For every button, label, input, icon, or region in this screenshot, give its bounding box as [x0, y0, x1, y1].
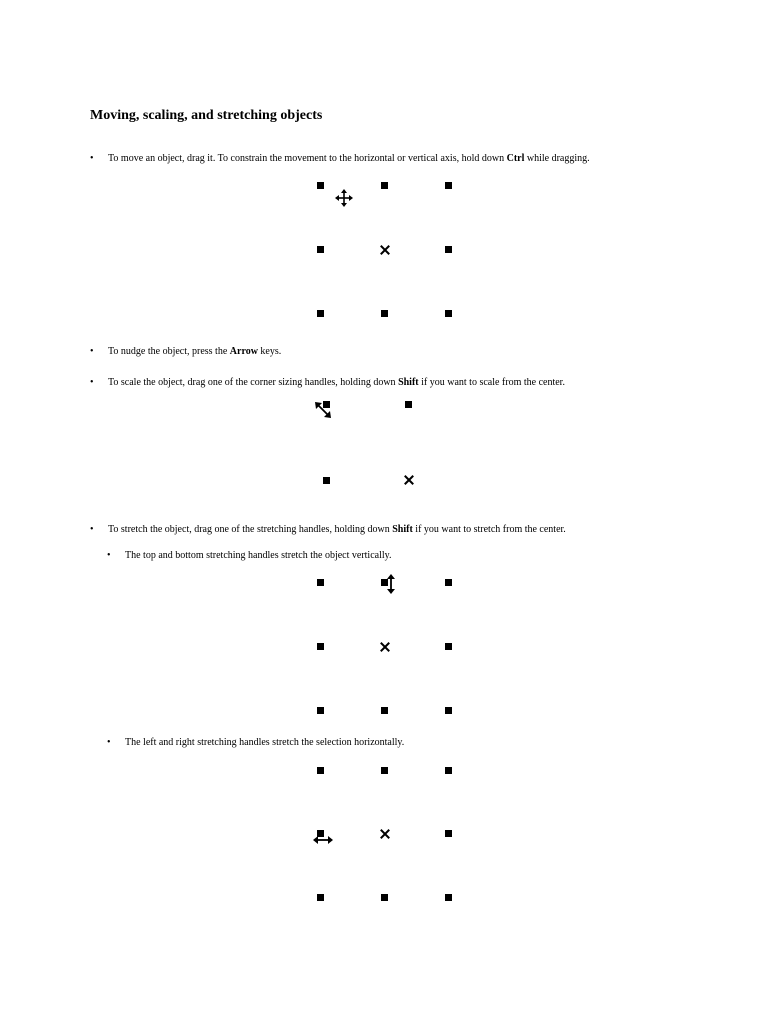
handle-top[interactable] — [381, 182, 388, 189]
handle-bottom[interactable] — [381, 707, 388, 714]
horizontal-resize-cursor-icon — [313, 835, 333, 845]
handle-bottom-left[interactable] — [317, 894, 324, 901]
handle-top[interactable] — [381, 767, 388, 774]
move-text: To move an object, drag it. To constrain the movement to the horizontal or vertical axis, hold down — [108, 153, 507, 164]
center-marker-icon — [404, 475, 414, 485]
handle-top-left[interactable] — [317, 767, 324, 774]
stretch-text-end: if you want to stretch from the center. — [412, 524, 566, 535]
vertical-text: The top and bottom stretching handles stretch the object vertically. — [125, 550, 392, 561]
ctrl-key: Ctrl — [506, 153, 525, 164]
move-cursor-icon — [335, 189, 353, 207]
bullet: • — [107, 737, 111, 748]
handle-top-right[interactable] — [445, 182, 452, 189]
handle-top-right[interactable] — [445, 767, 452, 774]
handle-top-right[interactable] — [445, 579, 452, 586]
bullet: • — [90, 524, 94, 535]
handle-top-left[interactable] — [317, 579, 324, 586]
bullet: • — [90, 377, 94, 388]
center-marker-icon — [380, 245, 390, 255]
diagonal-resize-cursor-icon — [314, 401, 332, 419]
nudge-text: To nudge the object, press the — [108, 346, 230, 357]
arrow-key: Arrow — [229, 346, 258, 357]
handle-left[interactable] — [323, 477, 330, 484]
stretch-text: To stretch the object, drag one of the stretching handles, holding down — [108, 524, 393, 535]
move-text-end: while dragging. — [524, 153, 590, 164]
handle-right[interactable] — [445, 246, 452, 253]
page-title: Moving, scaling, and stretching objects — [90, 108, 323, 123]
handle-bottom[interactable] — [381, 894, 388, 901]
scale-text-end: if you want to scale from the center. — [418, 377, 565, 388]
scale-text: To scale the object, drag one of the corner sizing handles, holding down — [108, 377, 399, 388]
handle-bottom[interactable] — [381, 310, 388, 317]
handle-left[interactable] — [317, 246, 324, 253]
handle-bottom-left[interactable] — [317, 310, 324, 317]
handle-bottom-right[interactable] — [445, 310, 452, 317]
nudge-text-end: keys. — [257, 346, 282, 357]
vertical-resize-cursor-icon — [386, 574, 396, 594]
center-marker-icon — [380, 642, 390, 652]
shift-key: Shift — [398, 377, 419, 388]
handle-right[interactable] — [445, 643, 452, 650]
center-marker-icon — [380, 829, 390, 839]
shift-key: Shift — [392, 524, 413, 535]
handle-bottom-right[interactable] — [445, 707, 452, 714]
handle-right[interactable] — [445, 830, 452, 837]
horizontal-text: The left and right stretching handles stretch the selection horizontally. — [125, 737, 405, 748]
handle-top-left[interactable] — [317, 182, 324, 189]
handle-bottom-right[interactable] — [445, 894, 452, 901]
bullet: • — [90, 153, 94, 164]
bullet: • — [107, 550, 111, 561]
handle-top[interactable] — [405, 401, 412, 408]
handle-bottom-left[interactable] — [317, 707, 324, 714]
handle-left[interactable] — [317, 643, 324, 650]
bullet: • — [90, 346, 94, 357]
